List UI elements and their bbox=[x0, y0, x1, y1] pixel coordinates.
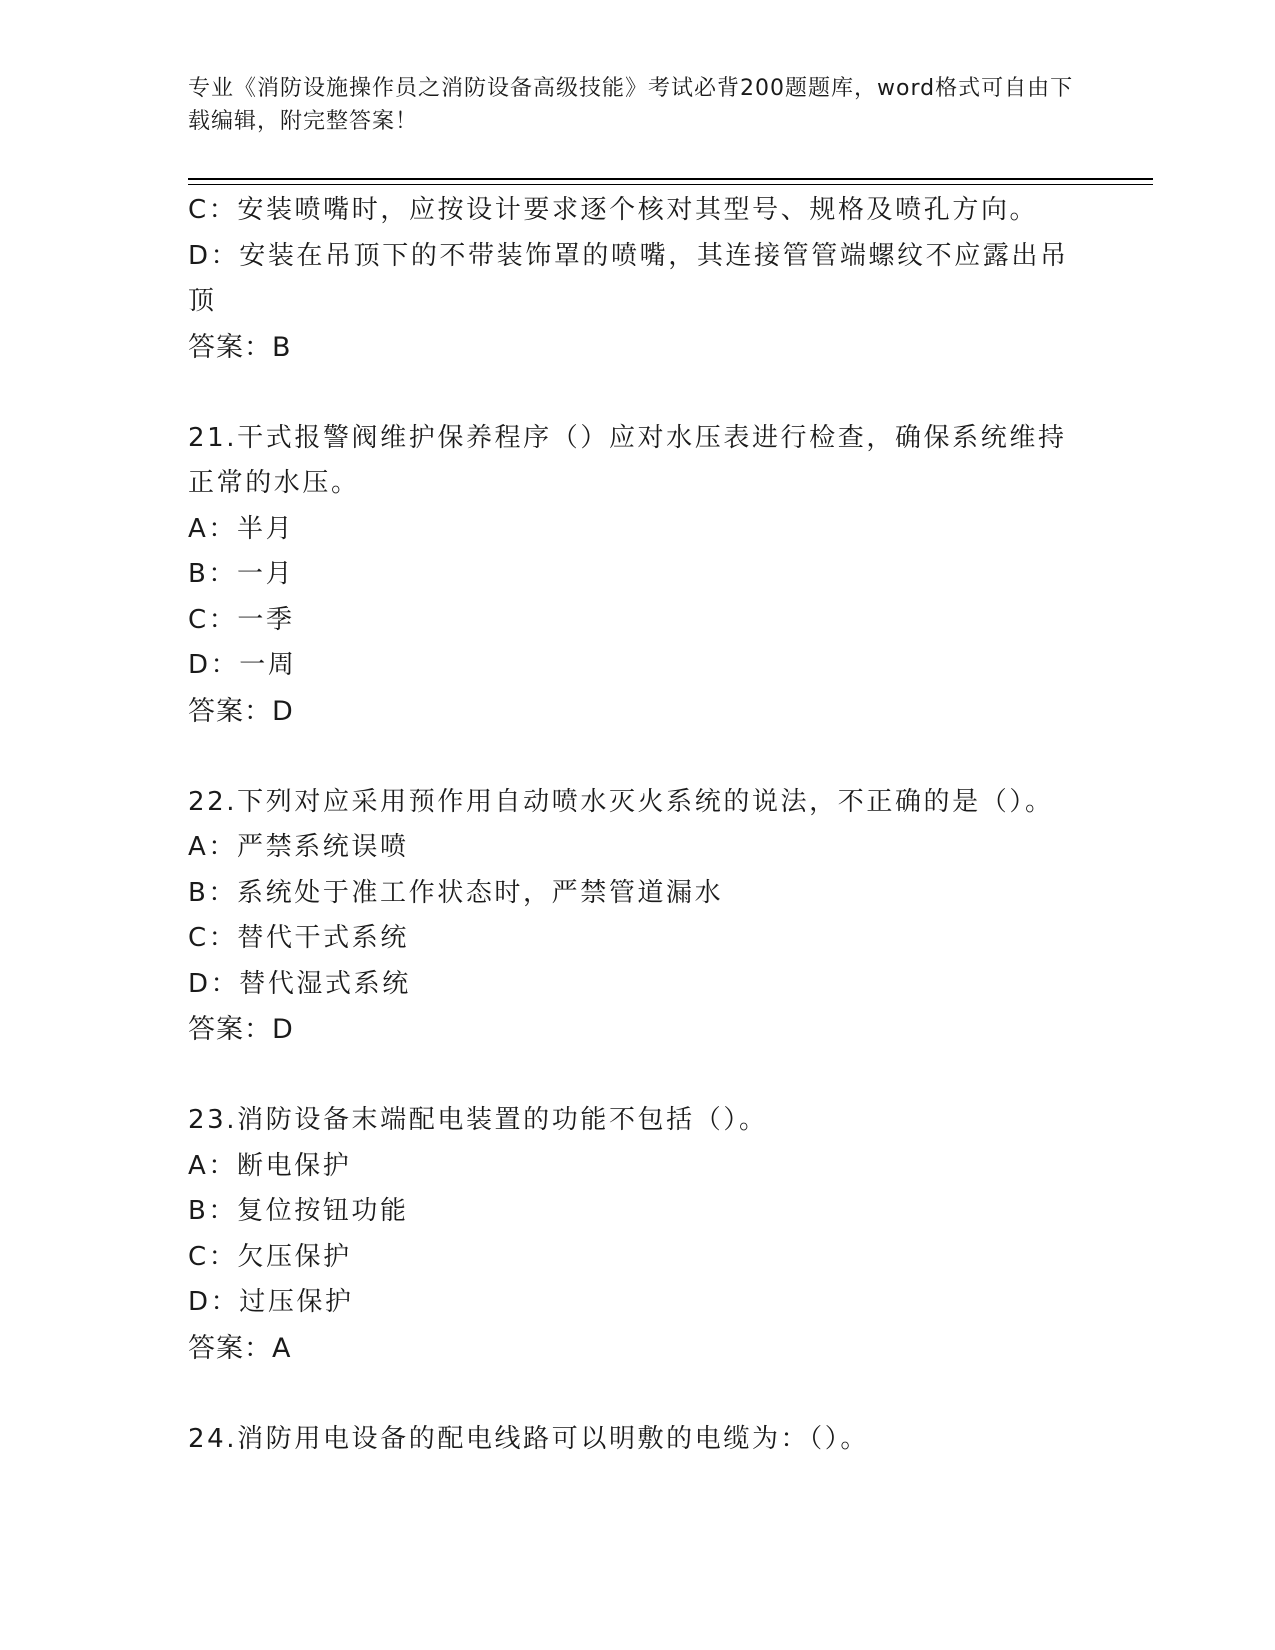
question-20-continuation bbox=[188, 188, 1088, 370]
header-divider-thin bbox=[188, 184, 1153, 185]
question-stem: 22.下列对应采用预作用自动喷水灭火系统的说法，不正确的是（）。 bbox=[188, 786, 1054, 817]
option-b: B：系统处于准工作状态时，严禁管道漏水 bbox=[188, 877, 724, 908]
option-c: C：替代干式系统 bbox=[188, 923, 409, 953]
option-c: C：欠压保护 bbox=[188, 1241, 352, 1272]
question-21 bbox=[188, 416, 1088, 735]
answer-label: 答案：D bbox=[188, 695, 294, 727]
answer-label: 答案：B bbox=[188, 331, 292, 363]
option-c: C：一季 bbox=[188, 604, 295, 635]
question-stem: 24.消防用电设备的配电线路可以明敷的电缆为：（）。 bbox=[188, 1423, 869, 1454]
header-divider-thick bbox=[188, 178, 1153, 180]
option-d: D：安装在吊顶下的不带装饰罩的喷嘴，其连接管管端螺纹不应露出吊顶 bbox=[188, 240, 1069, 316]
question-stem: 23.消防设备末端配电装置的功能不包括（）。 bbox=[188, 1105, 768, 1135]
option-d: D：替代湿式系统 bbox=[188, 968, 411, 999]
option-a: A：断电保护 bbox=[188, 1150, 352, 1181]
option-b: B：一月 bbox=[188, 559, 295, 589]
question-23 bbox=[188, 1098, 1088, 1371]
question-24 bbox=[188, 1417, 1088, 1463]
option-c: C：安装喷嘴时，应按设计要求逐个核对其型号、规格及喷孔方向。 bbox=[188, 195, 1039, 225]
question-stem: 21.干式报警阀维护保养程序（）应对水压表进行检查，确保系统维持正常的水压。 bbox=[188, 422, 1067, 498]
option-d: D：一周 bbox=[188, 650, 297, 680]
answer-label: 答案：D bbox=[188, 1014, 294, 1045]
option-b: B：复位按钮功能 bbox=[188, 1196, 409, 1226]
option-d: D：过压保护 bbox=[188, 1287, 354, 1317]
option-a: A：半月 bbox=[188, 513, 295, 544]
option-a: A：严禁系统误喷 bbox=[188, 832, 409, 862]
question-22 bbox=[188, 780, 1088, 1053]
document-body bbox=[188, 188, 1088, 1462]
document-header: 专业《消防设施操作员之消防设备高级技能》考试必背200题题库，word格式可自由下载编辑，附完整答案！ bbox=[188, 76, 1074, 134]
answer-label: 答案：A bbox=[188, 1332, 292, 1364]
